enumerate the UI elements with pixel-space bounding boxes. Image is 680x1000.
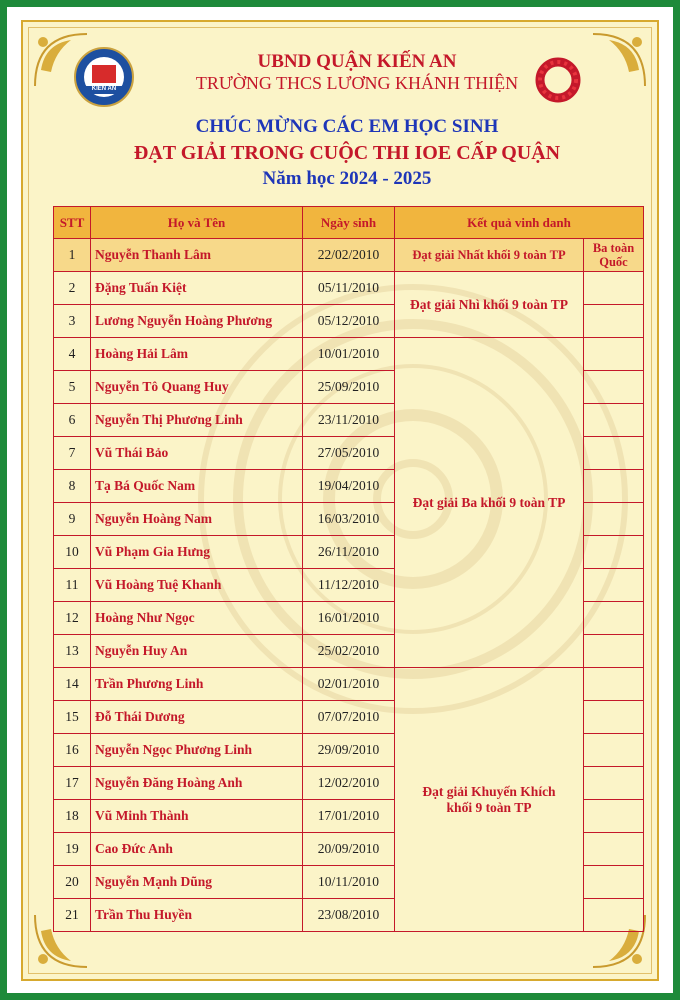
book-icon bbox=[92, 65, 116, 83]
table-row: 20 Nguyễn Mạnh Dũng 10/11/2010 bbox=[54, 866, 644, 899]
table-header-row bbox=[54, 207, 644, 239]
table-row: 19 Cao Đức Anh 20/09/2010 bbox=[54, 833, 644, 866]
table-row: 9 Nguyễn Hoàng Nam 16/03/2010 bbox=[54, 503, 644, 536]
table-row: 14 Trần Phương Linh 02/01/2010 Đạt giải Khuyến Khích khối 9 toàn TP bbox=[54, 668, 644, 701]
table-row: 5 Nguyễn Tô Quang Huy 25/09/2010 bbox=[54, 371, 644, 404]
header-stt: STT bbox=[54, 207, 91, 239]
table-row: 16 Nguyễn Ngọc Phương Linh 29/09/2010 bbox=[54, 734, 644, 767]
table-row: 7 Vũ Thái Bảo 27/05/2010 bbox=[54, 437, 644, 470]
corner-ornament-icon bbox=[589, 30, 649, 90]
table-row: 15 Đỗ Thái Dương 07/07/2010 bbox=[54, 701, 644, 734]
result-second-prize: Đạt giải Nhì khối 9 toàn TP bbox=[395, 272, 584, 338]
national-third-label: Ba toàn Quốc bbox=[584, 239, 644, 272]
result-third-prize: Đạt giải Ba khối 9 toàn TP bbox=[395, 338, 584, 668]
table-row: 2 Đặng Tuấn Kiệt 05/11/2010 Đạt giải Nhì khối 9 toàn TP bbox=[54, 272, 644, 305]
table-row: 6 Nguyễn Thị Phương Linh 23/11/2010 bbox=[54, 404, 644, 437]
table-row: 8 Tạ Bá Quốc Nam 19/04/2010 bbox=[54, 470, 644, 503]
result-encouragement-prize: Đạt giải Khuyến Khích khối 9 toàn TP bbox=[395, 668, 584, 932]
school-name: TRƯỜNG THCS LƯƠNG KHÁNH THIỆN bbox=[195, 73, 519, 93]
header-dob: Ngày sinh bbox=[303, 207, 395, 239]
table-row: 11 Vũ Hoàng Tuệ Khanh 11/12/2010 bbox=[54, 569, 644, 602]
result-first-prize: Đạt giải Nhất khối 9 toàn TP bbox=[395, 239, 584, 272]
table-row: 13 Nguyễn Huy An 25/02/2010 bbox=[54, 635, 644, 668]
table-row: 18 Vũ Minh Thành 17/01/2010 bbox=[54, 800, 644, 833]
title-line-2: ĐẠT GIẢI TRONG CUỘC THI IOE CẤP QUẬN bbox=[133, 142, 561, 164]
table-row: 12 Hoàng Như Ngọc 16/01/2010 bbox=[54, 602, 644, 635]
logo-text: KIẾN AN bbox=[91, 86, 117, 92]
school-logo bbox=[74, 47, 134, 107]
award-table bbox=[53, 206, 644, 932]
table-row: 21 Trần Thu Huyền 23/08/2010 bbox=[54, 899, 644, 932]
table-row: 3 Lương Nguyễn Hoàng Phương 05/12/2010 bbox=[54, 305, 644, 338]
header-result: Kết quả vinh danh bbox=[395, 207, 644, 239]
table-row: 17 Nguyễn Đăng Hoàng Anh 12/02/2010 bbox=[54, 767, 644, 800]
header-name: Họ và Tên bbox=[91, 207, 303, 239]
table-row: 4 Hoàng Hải Lâm 10/01/2010 Đạt giải Ba khối 9 toàn TP bbox=[54, 338, 644, 371]
title-line-1: CHÚC MỪNG CÁC EM HỌC SINH bbox=[195, 116, 499, 137]
school-year: Năm học 2024 - 2025 bbox=[262, 168, 432, 189]
table-row: 10 Vũ Phạm Gia Hưng 26/11/2010 bbox=[54, 536, 644, 569]
org-name: UBND QUẬN KIẾN AN bbox=[257, 51, 457, 72]
table-row: 1 Nguyễn Thanh Lâm 22/02/2010 Đạt giải Nhất khối 9 toàn TP Ba toàn Quốc bbox=[54, 239, 644, 272]
